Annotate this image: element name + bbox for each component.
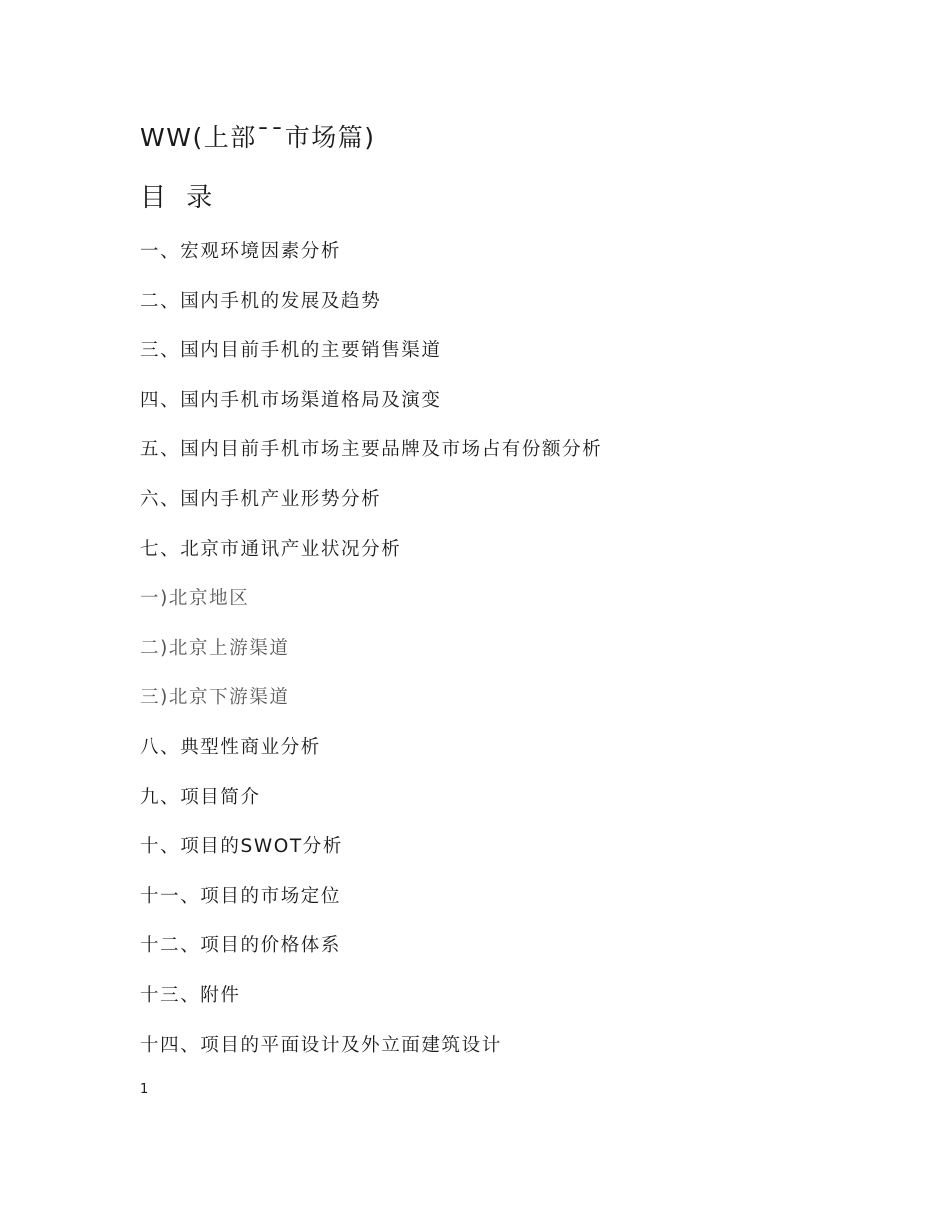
toc-section-entry: 十一、项目的市场定位: [140, 885, 342, 907]
toc-section-entry: 十二、项目的价格体系: [140, 935, 342, 957]
toc-section-entry: 七、北京市通讯产业状况分析: [140, 538, 402, 560]
document-title: WW(上部¯¯市场篇): [140, 123, 376, 152]
toc-subsection-entry: 二)北京上游渠道: [140, 637, 290, 659]
toc-section-entry: 四、国内手机市场渠道格局及演变: [140, 389, 442, 411]
toc-heading: 目 录: [140, 183, 219, 213]
toc-section-entry: 十三、附件: [140, 984, 241, 1006]
toc-section-entry: 六、国内手机产业形势分析: [140, 488, 382, 510]
table-of-contents: [140, 237, 602, 1080]
toc-section-entry: 三、国内目前手机的主要销售渠道: [140, 340, 442, 362]
toc-section-entry: 九、项目简介: [140, 786, 261, 808]
toc-section-entry: 二、国内手机的发展及趋势: [140, 290, 382, 312]
toc-section-entry: 八、典型性商业分析: [140, 736, 321, 758]
toc-section-entry: 十、项目的SWOT分析: [140, 836, 343, 858]
toc-section-entry: 十四、项目的平面设计及外立面建筑设计: [140, 1034, 502, 1056]
page-number: 1: [140, 1082, 149, 1097]
toc-section-entry: 一、宏观环境因素分析: [140, 241, 342, 262]
toc-section-entry: 五、国内目前手机市场主要品牌及市场占有份额分析: [140, 439, 603, 461]
toc-subsection-entry: 一)北京地区: [140, 588, 250, 610]
toc-subsection-entry: 三)北京下游渠道: [140, 687, 290, 709]
